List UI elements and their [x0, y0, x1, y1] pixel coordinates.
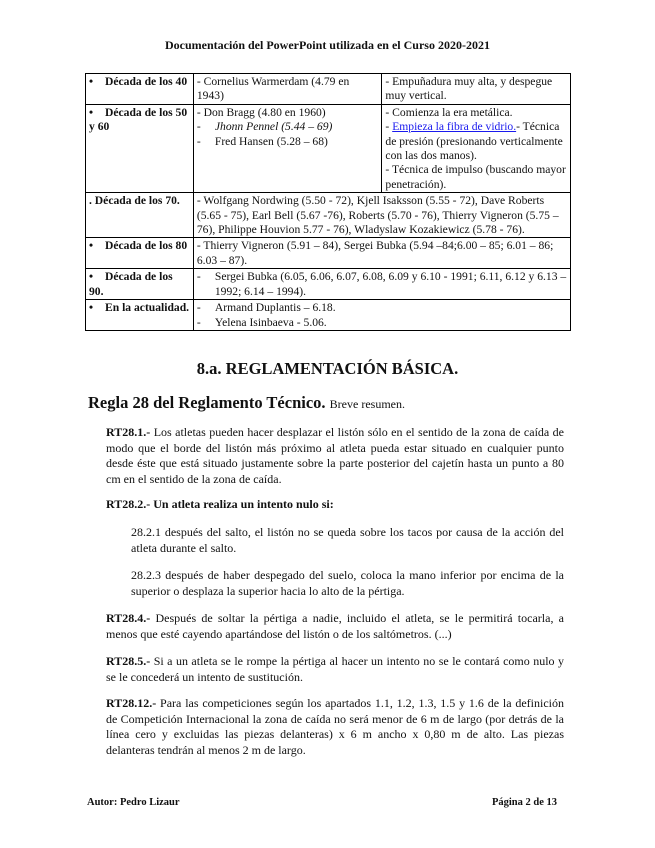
decade-cell: . Década de los 70. — [86, 193, 194, 238]
decade-cell: • Década de los 90. — [86, 269, 194, 300]
decade-cell: • Década de los 40 — [86, 74, 194, 105]
decades-table — [85, 73, 571, 331]
paragraph-rt28-12: RT28.12.- Para las competiciones según los apartados 1.1, 1.2, 1.3, 1.5 y 1.6 de la definición de Competición Internacional la zona de caída no será menor de 6 m de largo (por detrás de la línea cero y excluidas las piezas delanteras) x 6 m ancho x 0,80 m de alto. Las piezas delanteras tendrán al menos 2 m de largo. — [106, 696, 564, 757]
paragraph-rt28-2-heading: RT28.2.- Un atleta realiza un intento nulo si: — [106, 497, 334, 511]
technique-cell: - Comienza la era metálica. - Empieza la fibra de vidrio.- Técnica de presión (presionando verticalmente con las dos manos). - Técnica de impulso (buscando mayor penetración). — [382, 104, 571, 192]
rule-heading — [88, 393, 405, 413]
athletes-cell — [193, 300, 570, 331]
athletes-cell: - Cornelius Warmerdam (4.79 en 1943) — [193, 74, 382, 105]
athlete-item: - Armand Duplantis – 6.18. — [197, 301, 567, 315]
decade-cell: • En la actualidad. — [86, 300, 194, 331]
table-row — [86, 269, 571, 300]
athletes-cell: - Wolfgang Nordwing (5.50 - 72), Kjell Isaksson (5.55 - 72), Dave Roberts (5.65 - 75), Earl Bell (5.67 -76), Roberts (5.70 - 76), Thierry Vigneron (5.75 – 76), Philippe Houvion 5.77 - 76), Wladyslaw Kozakiewicz (5.78 - 76). — [193, 193, 570, 238]
rule-title: Regla 28 del Reglamento Técnico. — [88, 393, 326, 412]
table-row — [86, 300, 571, 331]
table-row — [86, 74, 571, 105]
decade-cell: • Década de los 50 y 60 — [86, 104, 194, 192]
athlete-item: - Yelena Isinbaeva - 5.06. — [197, 316, 567, 330]
athlete-item: - Jhonn Pennel (5.44 – 69) — [197, 120, 379, 134]
fiberglass-link[interactable]: Empieza la fibra de vidrio. — [392, 120, 517, 134]
technique-cell: - Empuñadura muy alta, y despegue muy vertical. — [382, 74, 571, 105]
section-title: 8.a. REGLAMENTACIÓN BÁSICA. — [196, 359, 459, 378]
table-row — [86, 238, 571, 269]
paragraph-28-2-1: 28.2.1 después del salto, el listón no se queda sobre los tacos por causa de la acción del atleta durante el salto. — [131, 525, 564, 555]
paragraph-28-2-3: 28.2.3 después de haber despegado del suelo, coloca la mano inferior por encima de la superior o desplaza la superior hacia lo alto de la pértiga. — [131, 568, 564, 598]
athlete-item: - Fred Hansen (5.28 – 68) — [197, 135, 379, 149]
decade-cell: • Década de los 80 — [86, 238, 194, 269]
paragraph-rt28-4: RT28.4.- Después de soltar la pértiga a nadie, incluido el atleta, se le permitirá tocarla, a menos que esté cayendo apartándose del listón o de los saltómetros. (...) — [106, 611, 564, 641]
paragraph-rt28-1: RT28.1.- Los atletas pueden hacer desplazar el listón sólo en el sentido de la zona de caída de modo que el borde del listón más próximo al atleta pueda estar situado en cualquier punto desde éste que está situado justamente sobre la parte posterior del cajetín hasta un punto a 80 cm en el sentido de la zona de caída. — [106, 425, 564, 486]
page-header: Documentación del PowerPoint utilizada en el Curso 2020-2021 — [165, 38, 490, 52]
paragraph-rt28-5: RT28.5.- Si a un atleta se le rompe la pértiga al hacer un intento no se le contará como nulo y se le concederá un intento de sustitución. — [106, 654, 564, 684]
athletes-cell: - Don Bragg (4.80 en 1960) - Jhonn Pennel (5.44 – 69) - Fred Hansen (5.28 – 68) — [193, 104, 382, 192]
athletes-cell: - Sergei Bubka (6.05, 6.06, 6.07, 6.08, 6.09 y 6.10 - 1991; 6.11, 6.12 y 6.13 – 1992; 6.14 – 1994). — [193, 269, 570, 300]
athletes-cell: - Thierry Vigneron (5.91 – 84), Sergei Bubka (5.94 –84;6.00 – 85; 6.01 – 86; 6.03 – 87). — [193, 238, 570, 269]
table-row — [86, 104, 571, 192]
footer-page-number: Página 2 de 13 — [491, 797, 557, 808]
rule-subtitle: Breve resumen. — [329, 397, 405, 411]
footer-author: Autor: Pedro Lizaur — [87, 797, 180, 808]
table-row — [86, 193, 571, 238]
